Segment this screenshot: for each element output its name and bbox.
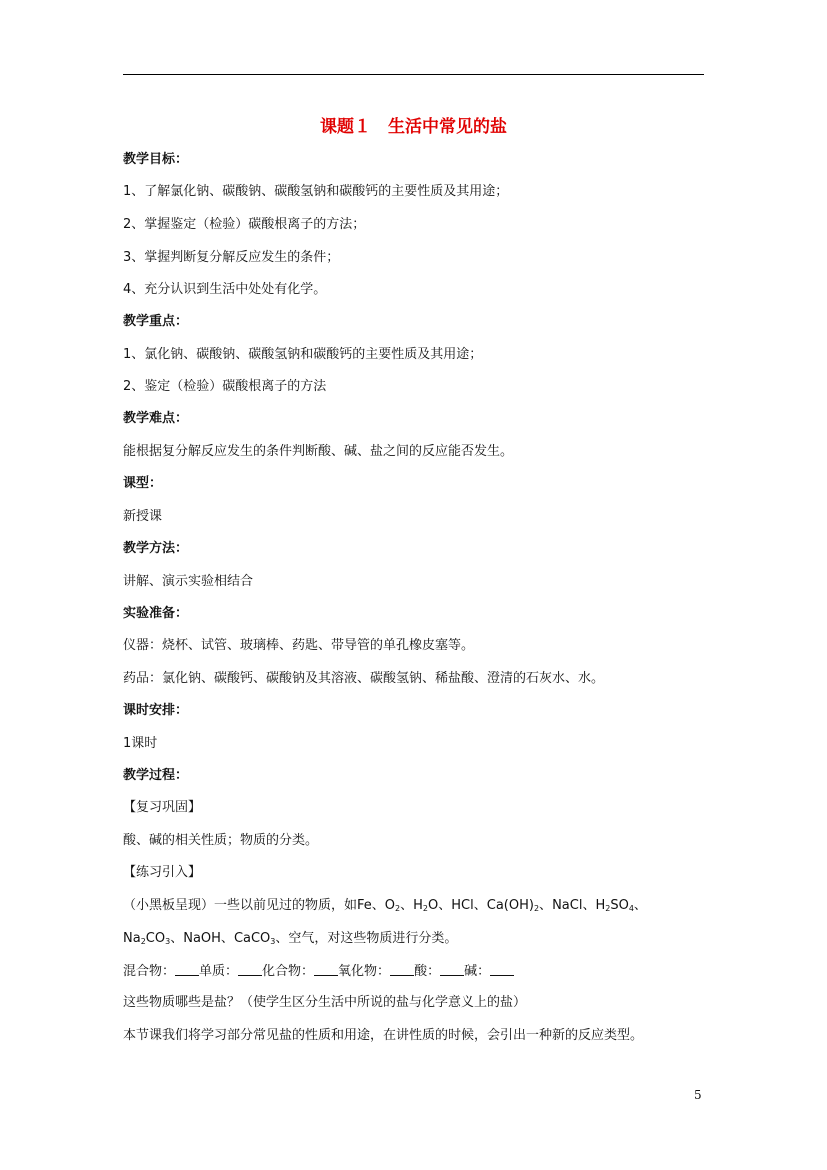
subscript: 3 <box>270 937 276 946</box>
label-mixture: 混合物： <box>123 964 176 979</box>
key-point-item: 2、鉴定（检验）碳酸根离子的方法 <box>123 379 327 394</box>
label-base: 碱： <box>464 964 491 979</box>
intro-heading: 【练习引入】 <box>123 865 202 880</box>
formula-na2co3-co: CO <box>145 931 166 946</box>
formula-h2o: H <box>413 898 423 913</box>
key-point-item: 1、氯化钠、碳酸钠、碳酸氢钠和碳酸钙的主要性质及其用途； <box>123 347 483 362</box>
header-rule <box>123 74 704 75</box>
formula-naoh: NaOH <box>183 931 221 946</box>
substance-air: 空气 <box>288 931 315 946</box>
formula-h2so4: H <box>595 898 606 913</box>
formula-caco3: CaCO <box>233 931 271 946</box>
blank-oxide <box>390 963 414 976</box>
instruments-text: 仪器：烧杯、试管、玻璃棒、药匙、带导管的单孔橡皮塞等。 <box>123 638 475 653</box>
label-oxide: 氧化物： <box>338 964 391 979</box>
goal-item: 2、掌握鉴定（检验）碳酸根离子的方法； <box>123 217 366 232</box>
method-heading: 教学方法： <box>123 541 189 556</box>
classification-line <box>123 963 514 980</box>
goal-item: 1、了解氯化钠、碳酸钠、碳酸氢钠和碳酸钙的主要性质及其用途； <box>123 184 509 199</box>
goal-item: 4、充分认识到生活中处处有化学。 <box>123 282 327 297</box>
goals-heading: 教学目标： <box>123 152 189 167</box>
subscript: 3 <box>165 937 171 946</box>
goal-item: 3、掌握判断复分解反应发生的条件； <box>123 250 340 265</box>
lesson-type-text: 新授课 <box>123 509 163 524</box>
difficulties-heading: 教学难点： <box>123 411 189 426</box>
formula-nacl: NaCl <box>552 898 583 913</box>
blank-base <box>490 963 514 976</box>
intro-prefix: （小黑板呈现）一些以前见过的物质，如 <box>123 898 358 913</box>
subscript: 2 <box>605 904 611 913</box>
intro-suffix: ，对这些物质进行分类。 <box>314 931 458 946</box>
subscript: 2 <box>533 904 540 913</box>
formula-na2co3: Na <box>123 931 141 946</box>
process-heading: 教学过程： <box>123 768 189 783</box>
formula-caoh2: Ca(OH) <box>486 898 534 913</box>
key-points-heading: 教学重点： <box>123 314 189 329</box>
method-text: 讲解、演示实验相结合 <box>123 574 254 589</box>
blank-mixture <box>175 963 199 976</box>
label-compound: 化合物： <box>262 964 315 979</box>
blank-acid <box>440 963 464 976</box>
page-number: 5 <box>694 1088 702 1102</box>
formula-fe: Fe <box>357 898 372 913</box>
subscript: 2 <box>422 904 429 913</box>
closing-text: 本节课我们将学习部分常见盐的性质和用途，在讲性质的时候，会引出一种新的反应类型。 <box>123 1028 644 1043</box>
schedule-heading: 课时安排： <box>123 703 189 718</box>
reagents-text: 药品：氯化钠、碳酸钙、碳酸钠及其溶液、碳酸氢钠、稀盐酸、澄清的石灰水、水。 <box>123 671 605 686</box>
blank-compound <box>314 963 338 976</box>
substances-line-2: $Na_2CO_3$、NaOH、CaCO$_3$、空气，对这些物质进行分类。 <box>123 931 458 946</box>
label-element: 单质： <box>199 964 239 979</box>
review-text: 酸、碱的相关性质；物质的分类。 <box>123 833 319 848</box>
question-text: 这些物质哪些是盐？（使学生区分生活中所说的盐与化学意义上的盐） <box>123 995 527 1010</box>
lesson-type-heading: 课型： <box>123 476 163 491</box>
substances-line-1: （小黑板呈现）一些以前见过的物质，如Fe、$O_2$、$H_2O$、HCl、$Ca(OH)_2$、NaCl、$H_2SO_4$、 <box>123 898 647 913</box>
formula-h2so4-so: SO <box>610 898 629 913</box>
difficulties-text: 能根据复分解反应发生的条件判断酸、碱、盐之间的反应能否发生。 <box>123 444 514 459</box>
subscript: 2 <box>140 937 146 946</box>
subscript: 4 <box>628 904 634 913</box>
page-title: 课题１ 生活中常见的盐 <box>320 117 507 137</box>
formula-o2: O <box>384 898 396 913</box>
review-heading: 【复习巩固】 <box>123 800 202 815</box>
preparation-heading: 实验准备： <box>123 606 189 621</box>
label-acid: 酸： <box>414 964 441 979</box>
subscript: 2 <box>395 904 401 913</box>
blank-element <box>238 963 262 976</box>
formula-hcl: HCl <box>451 898 474 913</box>
formula-h2o-o: O <box>428 898 439 913</box>
schedule-text: 1课时 <box>123 736 158 751</box>
